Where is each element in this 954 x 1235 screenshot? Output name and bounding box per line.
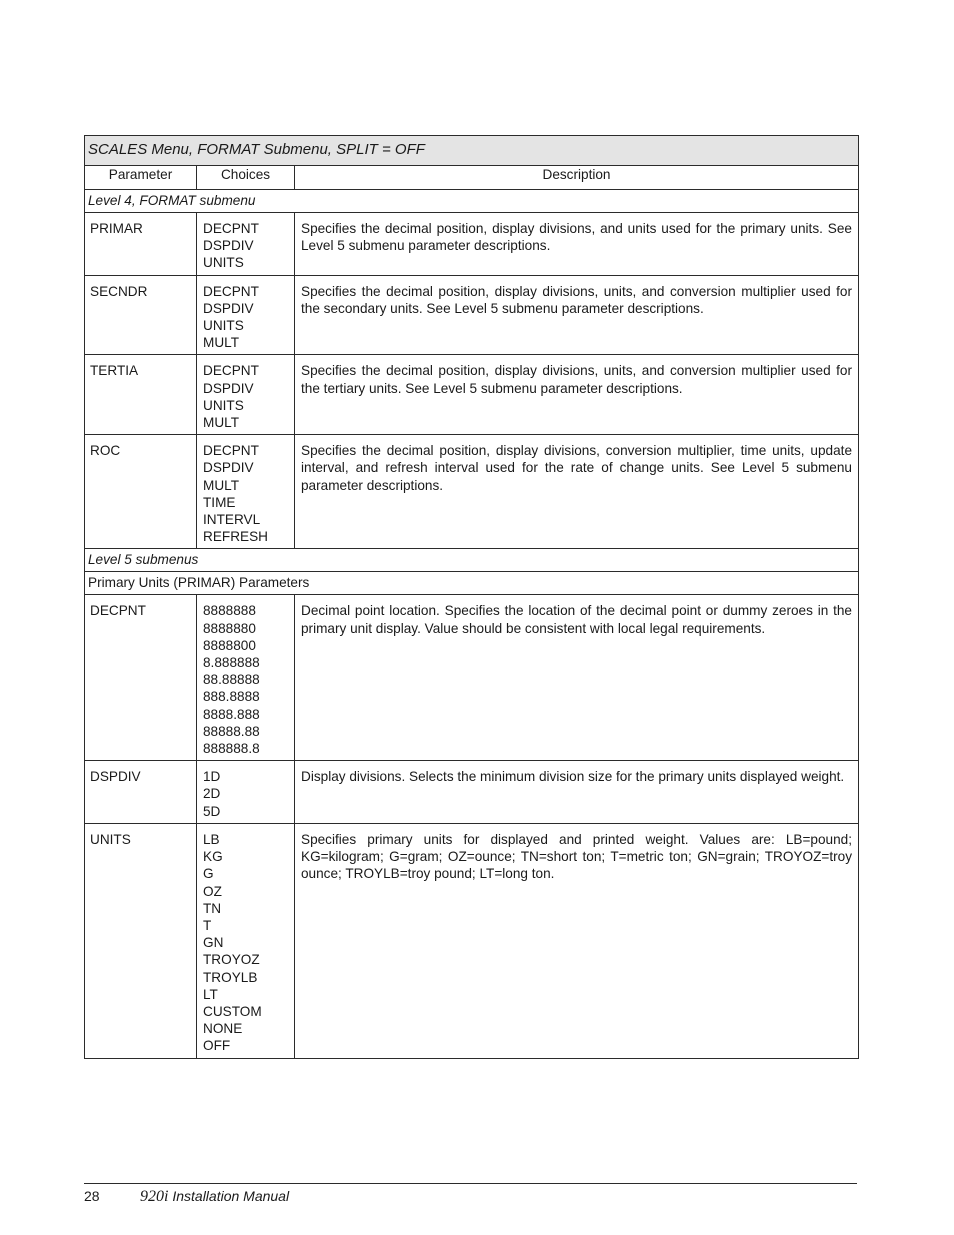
description-cell: Specifies the decimal position, display divisions, conversion multiplier, time units, update interval, and refresh interval used for the rate of change units. See Level 5 submenu parameter descriptions.	[295, 435, 859, 549]
choices-cell	[197, 595, 295, 761]
table-title: SCALES Menu, FORMAT Submenu, SPLIT = OFF	[85, 136, 859, 166]
section-heading-level5: Level 5 submenus	[85, 549, 859, 572]
section-row	[85, 190, 859, 213]
table-row	[85, 435, 859, 549]
choice-item: 1D	[203, 769, 221, 785]
choices-cell	[197, 761, 295, 824]
parameter-cell: UNITS	[85, 823, 197, 1058]
choice-item: DSPDIV	[203, 380, 254, 396]
choice-item: UNITS	[203, 255, 244, 271]
description-cell: Specifies primary units for displayed and printed weight. Values are: LB=pound; KG=kilogram; G=gram; OZ=ounce; TN=short ton; T=metric ton; GN=grain; TROYOZ=troy ounce; TROYLB=troy pound; LT=long ton.	[295, 823, 859, 1058]
choice-item: DECPNT	[203, 221, 259, 236]
description-cell: Specifies the decimal position, display divisions, units, and conversion multiplier used for the secondary units. See Level 5 submenu parameter descriptions.	[295, 275, 859, 355]
choice-item: T	[203, 917, 212, 933]
choice-item: 8.888888	[203, 655, 260, 671]
choice-item: CUSTOM	[203, 1003, 262, 1019]
description-cell: Specifies the decimal position, display divisions, and units used for the primary units. See Level 5 submenu parameter descriptions.	[295, 213, 859, 276]
choice-item: 8888888	[203, 603, 256, 619]
choice-item: DECPNT	[203, 443, 259, 459]
table-row	[85, 213, 859, 276]
choice-item: 88888.88	[203, 723, 260, 739]
header-parameter: Parameter	[85, 166, 197, 190]
choices-cell	[197, 355, 295, 435]
table-row	[85, 355, 859, 435]
table-title-row	[85, 136, 859, 166]
footer-divider	[84, 1183, 857, 1184]
choice-item: REFRESH	[203, 529, 268, 545]
parameter-cell: DSPDIV	[85, 761, 197, 824]
table-row	[85, 595, 859, 761]
choice-item: LT	[203, 986, 218, 1002]
choice-item: DSPDIV	[203, 300, 254, 316]
choice-item: DSPDIV	[203, 238, 254, 254]
choice-item: OFF	[203, 1038, 231, 1054]
table-row	[85, 275, 859, 355]
choice-item: INTERVL	[203, 512, 261, 528]
choice-item: MULT	[203, 335, 239, 351]
header-choices: Choices	[197, 166, 295, 190]
choice-item: DECPNT	[203, 363, 259, 379]
choice-item: TN	[203, 900, 222, 916]
parameter-table	[84, 135, 859, 1059]
level4-rows	[85, 213, 859, 549]
parameter-cell: SECNDR	[85, 275, 197, 355]
choice-item: G	[203, 866, 214, 882]
level5-rows	[85, 595, 859, 1058]
manual-name: Installation Manual	[172, 1188, 290, 1204]
header-description: Description	[295, 166, 859, 190]
choice-item: 8888.888	[203, 706, 260, 722]
section-heading-level4: Level 4, FORMAT submenu	[85, 190, 859, 213]
choice-item: 88.88888	[203, 672, 260, 688]
parameter-cell: PRIMAR	[85, 213, 197, 276]
description-cell: Specifies the decimal position, display divisions, units, and conversion multiplier used for the tertiary units. See Level 5 submenu parameter descriptions.	[295, 355, 859, 435]
choices-cell	[197, 213, 295, 276]
description-cell: Decimal point location. Specifies the location of the decimal point or dummy zeroes in the primary unit display. Value should be consistent with local legal requirements.	[295, 595, 859, 761]
choice-item: OZ	[203, 883, 222, 899]
choices-cell	[197, 275, 295, 355]
choice-item: 5D	[203, 803, 221, 819]
subsection-row	[85, 572, 859, 595]
subsection-heading-primar: Primary Units (PRIMAR) Parameters	[85, 572, 859, 595]
choice-item: UNITS	[203, 318, 244, 334]
choice-item: TIME	[203, 494, 236, 510]
choice-item: UNITS	[203, 397, 244, 413]
table-row	[85, 823, 859, 1058]
choice-item: 888.8888	[203, 689, 260, 705]
choice-item: 8888800	[203, 637, 256, 653]
choice-item: MULT	[203, 415, 239, 431]
choice-item: LB	[203, 831, 220, 847]
choices-cell	[197, 823, 295, 1058]
description-cell: Display divisions. Selects the minimum division size for the primary units displayed weight.	[295, 761, 859, 824]
choice-item: DSPDIV	[203, 460, 254, 476]
manual-title	[140, 1188, 289, 1206]
table-header-row	[85, 166, 859, 190]
choice-item: NONE	[203, 1021, 243, 1037]
choice-item: 8888880	[203, 620, 256, 636]
parameter-cell: DECPNT	[85, 595, 197, 761]
parameter-cell: ROC	[85, 435, 197, 549]
choices-cell	[197, 435, 295, 549]
choice-item: GN	[203, 935, 224, 951]
page-number: 28	[84, 1188, 100, 1204]
parameter-cell: TERTIA	[85, 355, 197, 435]
section-row	[85, 549, 859, 572]
choice-item: 888888.8	[203, 741, 260, 757]
choice-item: TROYOZ	[203, 952, 260, 968]
table-row	[85, 761, 859, 824]
choice-item: TROYLB	[203, 969, 258, 985]
choice-item: KG	[203, 849, 223, 865]
product-name: 920i	[140, 1188, 169, 1205]
choice-item: DECPNT	[203, 283, 259, 299]
choice-item: MULT	[203, 477, 239, 493]
choice-item: 2D	[203, 786, 221, 802]
